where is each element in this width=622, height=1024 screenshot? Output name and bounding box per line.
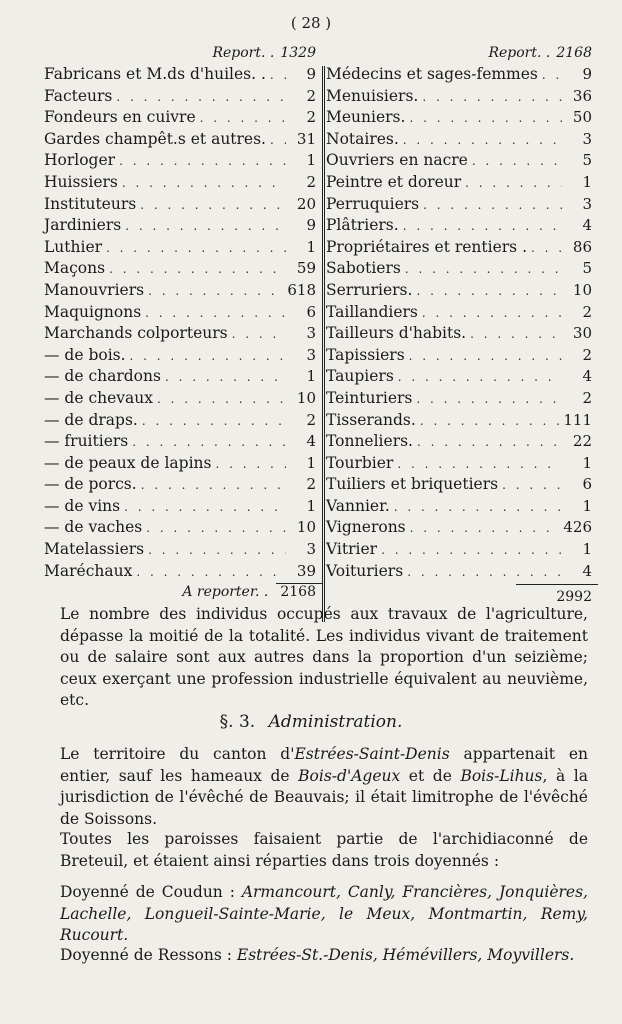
right-row-value: 2 [582,388,592,407]
dot-leader [142,411,286,433]
right-row-name: Tonneliers. [326,432,413,451]
right-row-value: 1 [582,172,592,191]
right-row-name: Taupiers [326,367,394,386]
right-row-name: Médecins et sages-femmes [326,65,538,83]
dot-leader [232,324,286,346]
dot-leader [409,346,562,368]
dot-leader [472,151,562,173]
right-row-value: 36 [572,86,592,105]
left-row-value: 3 [306,540,316,559]
left-row-value: 2 [306,172,316,191]
left-row-value: 4 [306,432,316,451]
page-number: ( 28 ) [290,14,332,32]
right-row-name: Tailleurs d'habits. [326,324,467,343]
left-row-name: — de chevaux [44,388,154,407]
dot-leader [119,151,286,173]
right-row-value: 2 [582,345,592,364]
right-row-value: 1 [582,496,592,515]
left-row-name: — fruitiers [44,432,129,451]
right-row-value: 3 [582,129,592,148]
left-row-name: — de porcs. [44,475,137,494]
right-row [326,86,598,108]
left-row-name: Maquignons [44,302,142,321]
right-row [326,323,598,345]
right-row-name: Tuiliers et briquetiers [326,475,499,494]
right-row-name: Plâtriers. [326,216,399,235]
right-row-value: 5 [582,151,592,170]
territory-place-3: Bois-Lihus [460,766,543,785]
dot-leader [141,475,286,497]
section-number: §. 3. [219,712,256,732]
right-row-name: Propriétaires et rentiers . [326,237,527,256]
left-row-value: 6 [306,302,316,321]
coudun-places: Armancourt, Canly, Francières, Jonquières, Lachelle, Longueil-Sainte-Marie, le Meux, Montmartin, Remy, Rucourt. [60,883,588,944]
right-report-value: 2168 [556,45,592,61]
left-row [44,517,322,539]
dot-leader [502,475,562,497]
left-row-name: Huissiers [44,172,118,191]
left-row [44,172,322,194]
right-row-name: Voituriers [326,561,404,580]
left-row-value: 20 [296,194,316,213]
paragraph-territory [60,744,588,830]
left-row-name: Jardiniers [44,216,122,235]
left-row-value: 1 [306,237,316,256]
right-row [326,517,598,539]
dot-leader [542,65,562,87]
left-row-value: 39 [296,561,316,580]
left-row [44,86,322,108]
right-row-value: 9 [582,65,592,83]
right-row [326,194,598,216]
left-report-line [44,42,322,64]
paragraph-agriculture: Le nombre des individus occupés aux travaux de l'agriculture, dépasse la moitié de la totalité. Les individus vivant de traitement ou de salaire sont aux autres dans la proportion d'un seizième; ceux exerçant une profession industrielle équivalent au neuvième, etc. [60,605,588,709]
left-row [44,280,322,302]
right-row-value: 6 [582,475,592,494]
left-rows [44,64,322,582]
left-row [44,107,322,129]
right-row-value: 2 [582,302,592,321]
dot-leader [422,303,562,325]
left-total [44,583,322,605]
dot-leader [130,346,286,368]
right-row [326,366,598,388]
right-report-label: Report. . [488,45,551,61]
left-row-value: 2 [306,86,316,105]
territory-place-1: Estrées-Saint-Denis [294,745,450,763]
left-row-value: 1 [306,151,316,170]
dot-leader [146,518,286,540]
right-row [326,345,598,367]
left-row [44,345,322,367]
paragraph-parishes: Toutes les paroisses faisaient partie de l'archidiaconné de Breteuil, et étaient ainsi réparties dans trois doyennés : [60,830,588,870]
left-column [44,42,322,582]
dot-leader [132,432,286,454]
left-row-value: 3 [306,345,316,364]
dot-leader [148,540,286,562]
left-row-value: 1 [306,453,316,472]
right-row [326,280,598,302]
dot-leader [405,259,562,281]
right-row [326,496,598,518]
left-row-name: — de bois. [44,345,126,364]
left-row-name: — de peaux de lapins [44,453,212,472]
dot-leader [125,216,286,238]
right-row [326,431,598,453]
right-row [326,107,598,129]
left-row-name: Instituteurs [44,194,137,213]
left-row [44,258,322,280]
left-row-name: — de vaches [44,518,143,537]
left-row-value: 31 [296,129,316,148]
right-row-value: 22 [572,432,592,451]
left-row [44,323,322,345]
left-row [44,388,322,410]
right-row [326,388,598,410]
left-row [44,410,322,432]
dot-leader [116,87,286,109]
left-row-name: Maçons [44,259,106,278]
dot-leader [531,238,562,260]
right-row-value: 10 [572,280,592,299]
left-row-name: — de vins [44,496,121,515]
left-row [44,64,322,86]
dot-leader [270,130,286,152]
left-row-name: Horloger [44,151,116,170]
right-row-name: Tourbier [326,453,394,472]
left-row-value: 1 [306,367,316,386]
left-row-value: 10 [296,388,316,407]
left-row [44,496,322,518]
dot-leader [165,367,286,389]
left-row-name: Manouvriers [44,280,145,299]
right-row [326,172,598,194]
dot-leader [122,173,286,195]
dot-leader [398,367,562,389]
right-row-value: 426 [563,518,592,537]
right-row [326,410,598,432]
right-row-name: Peintre et doreur [326,172,462,191]
left-row [44,561,322,583]
left-row [44,453,322,475]
dot-leader [422,87,562,109]
dot-leader [397,454,562,476]
dot-leader [403,130,562,152]
left-row [44,129,322,151]
left-row [44,237,322,259]
section-heading [0,712,622,732]
right-row-value: 4 [582,367,592,386]
right-row-name: Ouvriers en nacre [326,151,468,170]
right-row-name: Notaires. [326,129,399,148]
right-row-name: Menuisiers. [326,86,419,105]
left-row [44,366,322,388]
right-row-value: 4 [582,561,592,580]
dot-leader [145,303,286,325]
right-row [326,129,598,151]
right-row-name: Vitrier [326,540,378,559]
right-row [326,64,598,86]
dot-leader [403,216,562,238]
left-row [44,194,322,216]
right-rows [326,64,598,582]
right-row-value: 1 [582,453,592,472]
column-divider [322,66,325,622]
right-row-value: 111 [563,410,592,429]
left-report-value: 1329 [280,45,316,61]
right-total-value: 2992 [516,584,598,605]
right-row-name: Sabotiers [326,259,401,278]
left-row-name: Fabricans et M.ds d'huiles. . [44,65,266,83]
left-row-name: — de chardons [44,367,161,386]
right-row-name: Teinturiers [326,388,413,407]
left-row-value: 10 [296,518,316,537]
left-row-name: Fondeurs en cuivre [44,108,196,127]
left-row-value: 2 [306,410,316,429]
right-row-name: Meuniers. [326,108,406,127]
territory-place-2: Bois-d'Ageux [298,766,401,785]
right-row-name: Vignerons [326,518,406,537]
paragraph-coudun [60,882,588,947]
right-row [326,453,598,475]
right-column [326,42,598,582]
right-row-name: Perruquiers [326,194,420,213]
left-row [44,539,322,561]
right-row [326,237,598,259]
right-report-line [326,42,598,64]
left-row-name: Luthier [44,237,103,256]
right-row-name: Taillandiers [326,302,418,321]
right-row [326,539,598,561]
dot-leader [124,497,286,519]
dot-leader [410,518,560,540]
coudun-label: Doyenné de Coudun : [60,883,242,901]
right-row-value: 30 [572,324,592,343]
left-row-name: — de draps. [44,410,138,429]
left-row [44,474,322,496]
dot-leader [140,195,286,217]
ressons-places: Estrées-St.-Denis, Hémévillers, Moyvillers. [236,946,575,964]
left-row [44,431,322,453]
left-row-name: Matelassiers [44,540,145,559]
right-row-name: Vannier. [326,496,390,515]
left-row-name: Marchands colporteurs [44,324,228,343]
right-row-value: 4 [582,216,592,235]
left-row-value: 9 [306,216,316,235]
right-row-value: 5 [582,259,592,278]
left-row-name: Facteurs [44,86,113,105]
dot-leader [109,259,286,281]
dot-leader [200,108,286,130]
left-row [44,302,322,324]
territory-text-4: , à la jurisdiction de l'évêché de Beauvais; il était limitrophe de l'évêché de Soissons. [60,766,589,828]
right-row-value: 86 [572,237,592,256]
left-row-value: 59 [296,259,316,278]
left-row-value: 618 [287,280,316,299]
territory-text-2: appartenait en entier, sauf les hameaux de [60,745,588,785]
right-row [326,474,598,496]
paragraph-ressons [60,945,588,967]
left-row-value: 2 [306,108,316,127]
dot-leader [416,389,562,411]
dot-leader [409,108,562,130]
section-title: Administration. [268,712,403,732]
dot-leader [148,281,283,303]
right-row [326,150,598,172]
dot-leader [417,432,562,454]
left-row-value: 2 [306,475,316,494]
right-total [326,583,598,605]
dot-leader [394,497,562,519]
dot-leader [381,540,562,562]
dot-leader [416,281,562,303]
left-row [44,215,322,237]
right-row-value: 1 [582,540,592,559]
occupation-table [44,42,598,605]
left-total-label: A reporter. . [182,584,269,600]
dot-leader [470,324,562,346]
dot-leader [106,238,286,260]
right-row [326,302,598,324]
dot-leader [157,389,286,411]
right-row [326,215,598,237]
right-row-value: 50 [572,108,592,127]
left-row [44,150,322,172]
dot-leader [465,173,562,195]
right-row-value: 3 [582,194,592,213]
left-row-value: 1 [306,496,316,515]
right-row-name: Tisserands. [326,410,416,429]
left-total-value: 2168 [276,583,322,600]
right-row [326,561,598,583]
dot-leader [423,195,562,217]
dot-leader [136,562,286,584]
right-row [326,258,598,280]
left-row-name: Gardes champêt.s et autres. [44,129,266,148]
left-row-name: Maréchaux [44,561,133,580]
left-row-value: 9 [306,65,316,83]
left-row-value: 3 [306,324,316,343]
territory-text-1: Le territoire du canton d' [60,745,295,763]
dot-leader [270,65,286,87]
right-row-name: Serruriers. [326,280,413,299]
right-row-name: Tapissiers [326,345,405,364]
left-report-label: Report. . [212,45,275,61]
ressons-label: Doyenné de Ressons : [60,946,237,964]
territory-text-3: et de [400,766,461,785]
dot-leader [420,411,560,433]
dot-leader [407,562,562,584]
dot-leader [215,454,286,476]
